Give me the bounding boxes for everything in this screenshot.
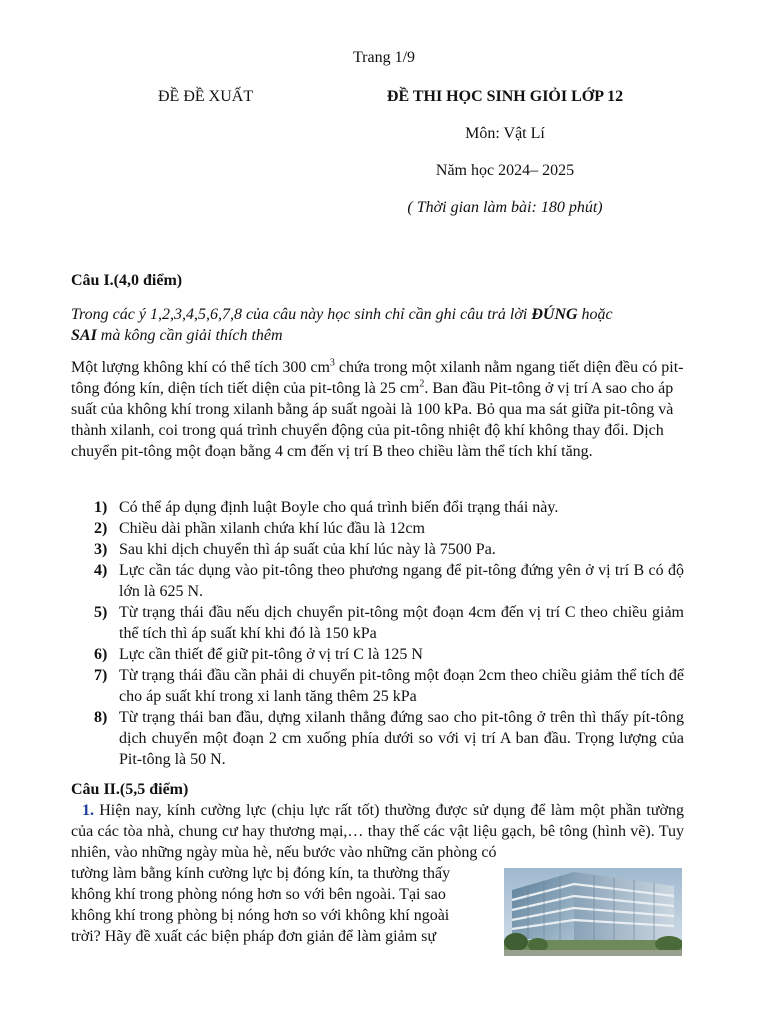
item-number: 3) (94, 541, 108, 558)
q1-statement-list (71, 497, 684, 770)
list-item (71, 707, 684, 770)
instr-text: Trong các ý 1,2,3,4,5,6,7,8 của câu này học sinh chỉ cần ghi câu trả lời (71, 306, 532, 323)
instr-text: hoặc (577, 306, 613, 323)
list-item (71, 602, 684, 644)
list-item (71, 665, 684, 707)
glass-building-photo (504, 868, 682, 956)
item-text: Lực cần tác dụng vào pit-tông theo phương ngang để pit-tông đứng yên ở vị trí B có độ lớn là 625 N. (119, 562, 684, 600)
superscript-2: 2 (419, 378, 425, 390)
list-item (71, 518, 684, 539)
tree (504, 933, 528, 951)
q2-title: Câu II.(5,5 điểm) (71, 781, 189, 798)
q1-title: Câu I.(4,0 điểm) (71, 272, 183, 289)
tree (655, 936, 682, 952)
item-text: Từ trạng thái ban đầu, dựng xilanh thẳng đứng sao cho pit-tông ở trên thì thấy pít-tông dịch chuyển một đoạn 2 cm xuống phía dưới so với vị trí A ban đầu. Trọng lượng của Pit-tông là 50 N. (119, 709, 684, 768)
intro-text: chứa trong một xilanh nằm ngang tiết diện đều có pit-tông đóng kín, diện tích tiết diện của pit-tông là 25 cm (71, 359, 684, 397)
wrap-line: tường làm bằng kính cường lực bị đóng kín, ta thường thấy (71, 865, 451, 882)
wrap-line: không khí trong phòng nóng hơn so với bên ngoài. Tại sao (71, 886, 446, 903)
item-number: 5) (94, 604, 108, 621)
pavement (504, 950, 682, 956)
page-number: Trang 1/9 (352, 49, 416, 66)
proposal-label: ĐỀ ĐỀ XUẤT (158, 88, 254, 105)
q2-text: Hiện nay, kính cường lực (chịu lực rất tốt) thường được sử dụng để làm một phần tường của các tòa nhà, chung cư hay thương mại,… thay thế các vật liệu gạch, bê tông (hình vẽ). Tuy nhiên, vào những ngày mùa hè, nếu bước vào những căn phòng có (71, 802, 684, 861)
item-text: Từ trạng thái đầu nếu dịch chuyển pit-tông một đoạn 4cm đến vị trí C theo chiều giảm thể tích thì áp suất khí khi đó là 150 kPa (119, 604, 684, 642)
item-number: 6) (94, 646, 108, 663)
wrap-line: trời? Hãy đề xuất các biện pháp đơn giản để làm giảm sự (71, 928, 437, 945)
item-number: 4) (94, 562, 108, 579)
school-year: Năm học 2024– 2025 (435, 162, 575, 179)
instr-true-word: ĐÚNG (531, 306, 578, 323)
exam-title: ĐỀ THI HỌC SINH GIỎI LỚP 12 (386, 88, 624, 105)
item-text: Sau khi dịch chuyển thì áp suất của khí lúc này là 7500 Pa. (119, 541, 496, 558)
subject-line: Môn: Vật Lí (465, 125, 545, 142)
list-item (71, 560, 684, 602)
time-limit: ( Thời gian làm bài: 180 phút) (407, 199, 603, 216)
q1-instruction (71, 304, 684, 346)
item-text: Từ trạng thái đầu cần phải di chuyển pit-tông một đoạn 2cm theo chiều giảm thể tích để cho áp suất khí trong xi lanh tăng thêm 25 kPa (119, 667, 684, 705)
list-item (71, 539, 684, 560)
item-text: Chiều dài phần xilanh chứa khí lúc đầu là 12cm (119, 520, 425, 537)
intro-text: . Ban đầu Pit-tông ở vị trí A sao cho áp suất của không khí trong xilanh bằng áp suất ngoài là 100 kPa. Bỏ qua ma sát giữa pit-tông và thành xilanh, coi trong quá trình chuyển động của pit-tông nhiệt độ khí không thay đổi. Dịch chuyển pit-tông một đoạn bằng 4 cm đến vị trí B theo chiều làm thể tích khí tăng. (71, 380, 674, 460)
instr-text: mà kông cần giải thích thêm (96, 327, 283, 344)
wrap-line: không khí trong phòng bị nóng hơn so với không khí ngoài (71, 907, 450, 924)
list-item (71, 497, 684, 518)
intro-text: Một lượng không khí có thể tích 300 cm (71, 359, 330, 376)
list-item (71, 644, 684, 665)
q2-paragraph (71, 800, 684, 863)
instr-false-word: SAI (71, 327, 97, 344)
tree (528, 938, 548, 952)
superscript-3: 3 (329, 357, 335, 369)
item-text: Có thể áp dụng định luật Boyle cho quá trình biến đổi trạng thái này. (119, 499, 559, 516)
item-number: 8) (94, 709, 108, 726)
item-number: 1) (94, 499, 108, 516)
item-number: 2) (94, 520, 108, 537)
q2-part-number: 1. (82, 802, 94, 819)
q1-intro (71, 357, 684, 462)
item-number: 7) (94, 667, 108, 684)
item-text: Lực cần thiết để giữ pit-tông ở vị trí C là 125 N (119, 646, 423, 663)
